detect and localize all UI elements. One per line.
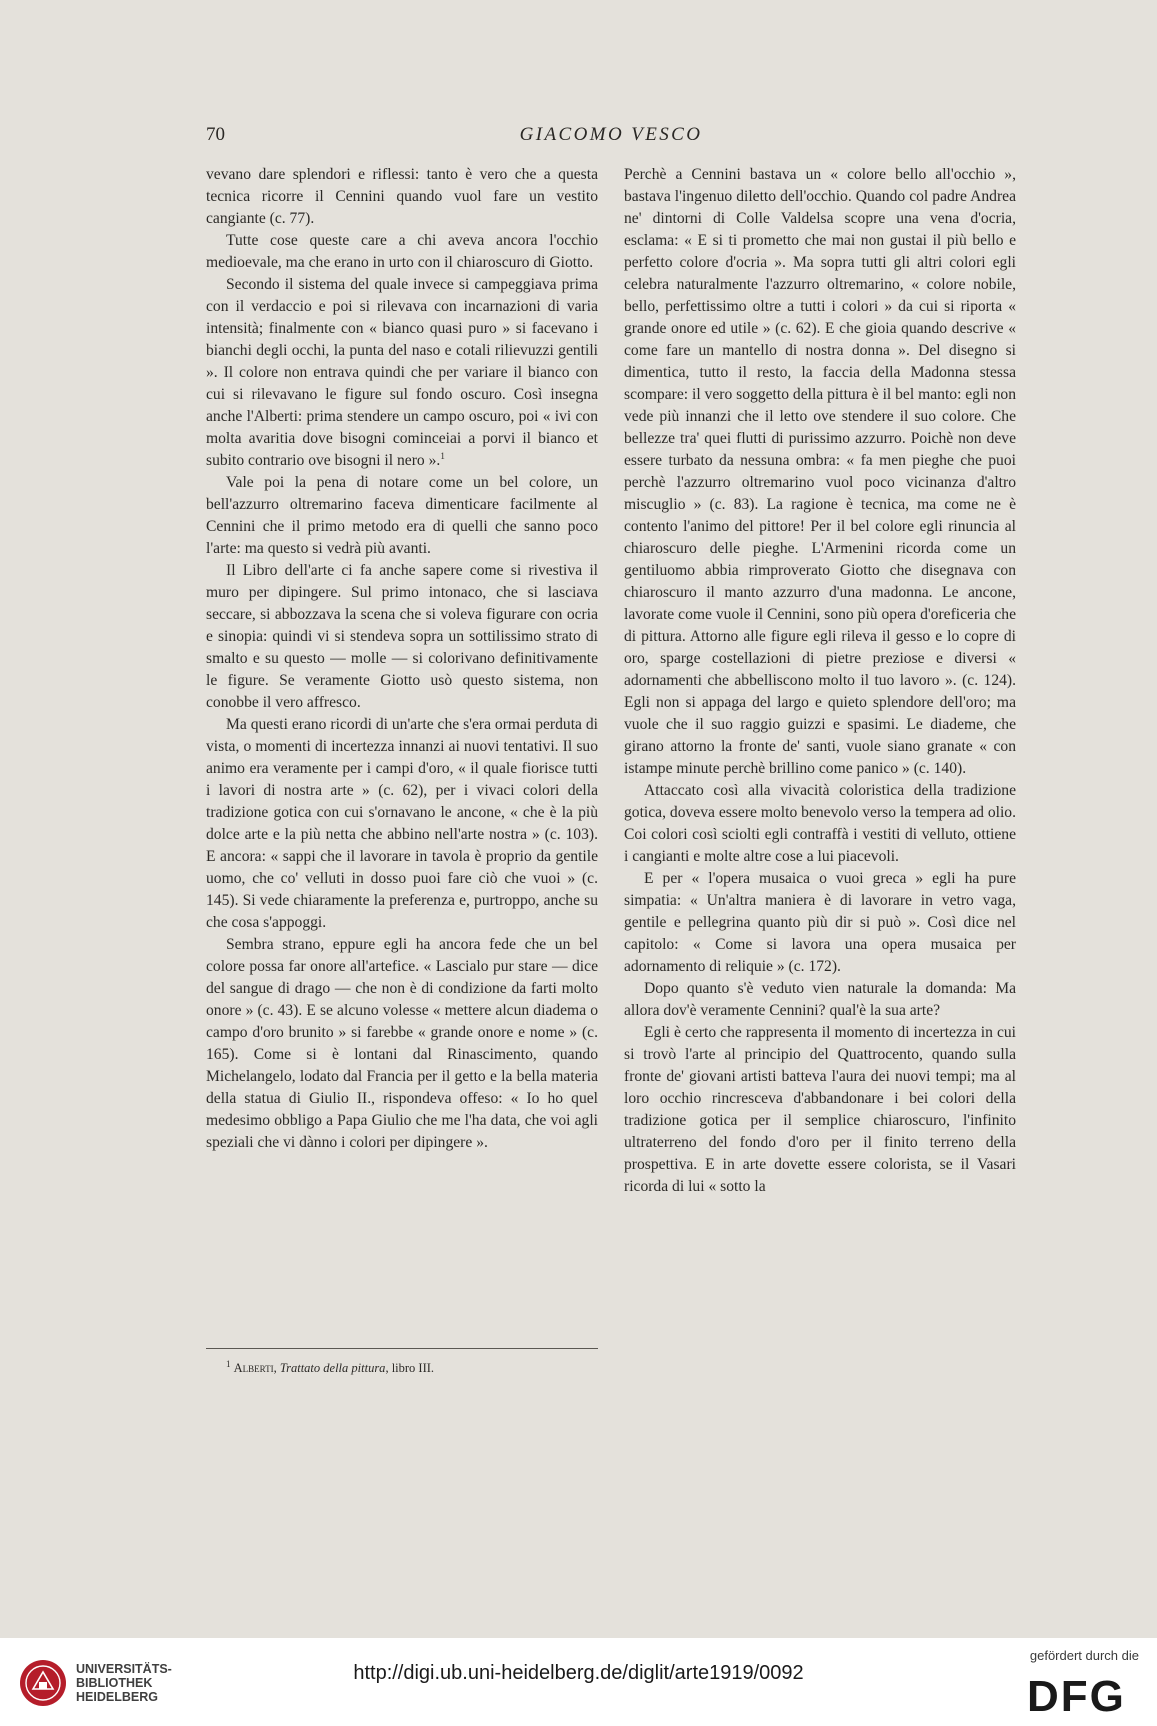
footer-bar [0,1638,1157,1726]
page-number: 70 [206,124,225,145]
footnote-ref: libro III. [391,1361,435,1375]
footnote-title: Trattato della pittura [279,1361,386,1375]
dfg-logo-text: DFG [1027,1672,1126,1715]
paragraph: vevano dare splendori e riflessi: tanto è vero che a questa tecnica ricorre il Cennini quando vuol fare un vestito cangiante (c. 77). [206,166,598,227]
paragraph: E per « l'opera musaica o vuoi greca » egli ha pure simpatia: « Un'altra maniera è di lavorare in vetro vaga, gentile e pellegrina quanto più dir si può ». Così dice nel capitolo: « Come si lavora una opera musaica per adornamento di reliquie » (c. 172). [624,870,1016,975]
footnote-reference[interactable]: 1 [440,450,445,461]
paragraph-text: Secondo il sistema del quale invece si campeggiava prima con il verdaccio e poi si rilevava con incarnazioni di varia intensità; finalmente con « bianco quasi puro » si facevano i bianchi degli occhi, la punta del naso e cotali rilievuzzi gentili ». Il colore non entrava quindi che per variare il bianco con cui si rilevavano le figure sul fondo oscuro. Così insegna anche l'Alberti: prima stendere un campo oscuro, poi « ivi con molta avaritia dove bisogni cominceiai a porvi il bianco et subito contrario ove bisogni il nero ». [206,276,598,469]
page-header [204,124,1018,150]
running-head: GIACOMO VESCO [519,124,703,145]
paragraph: Tutte cose queste care a chi aveva ancora l'occhio medioevale, ma che erano in urto con il chiaroscuro di Giotto. [206,232,598,271]
left-column [206,164,598,1154]
footnote-author: Alberti [233,1361,274,1375]
paragraph: Egli è certo che rappresenta il momento di incertezza in cui si trovò l'arte al principio del Quattrocento, quando sulla fronte de' giovani artisti batteva l'aura dei nuovi tempi; ma al loro occhio rincresceva d'abbandonare i bei colori della tradizione gotica per il semplice chiaroscuro, l'infinito ultraterreno del fondo d'oro per il finito terreno della prospettiva. E in arte dovette essere colorista, se il Vasari ricorda di lui « sotto la [624,1024,1016,1195]
library-line: UNIVERSITÄTS- [76,1662,172,1676]
dfg-logo [1027,1671,1139,1715]
library-line: BIBLIOTHEK [76,1676,153,1690]
footnote-mark: 1 [226,1358,231,1369]
paragraph [206,274,598,472]
dfg-caption: gefördert durch die [1029,1648,1139,1663]
library-line: HEIDELBERG [76,1690,158,1704]
paragraph: Sembra strano, eppure egli ha ancora fede che un bel colore possa far onore all'artefice. « Lascialo pur stare — dice del sangue di drago — che non è di condizione da farti molto onore » (c. 43). E se alcuno volesse « mettere alcun diadema o campo d'oro brunito » si farebbe « grande onore e nome » (c. 165). Come si è lontani dal Rinascimento, quando Michelangelo, lodato dal Francia per il getto e la bella materia della statua di Giulio II., rispondeva offeso: « Io ho quel medesimo obbligo a Papa Giulio che me l'ha data, che voi agli speziali che vi dànno i colori per dipingere ». [206,936,598,1151]
paragraph: Vale poi la pena di notare come un bel colore, un bell'azzurro oltremarino faceva dimenticare facilmente al Cennini che il primo metodo era di quelli che sanno poco l'arte: ma questo si vedrà più avanti. [206,474,598,557]
paragraph: Il Libro dell'arte ci fa anche sapere come si rivestiva il muro per dipingere. Sul primo intonaco, che si lasciava seccare, si abbozzava la scena che si voleva figurare con ocria e sinopia: quindi vi si stendeva sopra un sottilissimo strato di smalto e su questo — molle — si colorivano definitivamente le figure. Se veramente Giotto usò questo sistema, non conobbe il vero affresco. [206,562,598,711]
permalink-url[interactable]: http://digi.ub.uni-heidelberg.de/diglit/arte1919/0092 [353,1662,804,1684]
right-column [624,164,1016,1198]
paragraph: Ma questi erano ricordi di un'arte che s'era ormai perduta di vista, o momenti di incertezza innanzi ai nuovi tentativi. Il suo animo era veramente per i campi d'oro, « il quale fiorisce tutti i lavori di nostra arte » (c. 62), per i vivaci colori della tradizione gotica con cui s'ornavano le ancone, « che è la più dolce arte e la più netta che abbino nell'arte nostra » (c. 103). E ancora: « sappi che il lavorare in tavola è proprio da gentile uomo, che co' velluti in dosso puoi fare ciò che vuoi » (c. 145). Si vede chiaramente la preferenza e, purtroppo, anche su che cosa s'appoggi. [206,716,598,931]
paragraph: Attaccato così alla vivacità coloristica della tradizione gotica, doveva essere molto benevolo verso la tempera ad olio. Coi colori così sciolti egli contraffà i vestiti di velluto, ottiene i cangianti e molte altre cose a lui piacevoli. [624,782,1016,865]
footnote: $^1$ Alberti, Trattato della pittura, libro III. [226,1358,435,1375]
footnote-rule [206,1348,598,1349]
paragraph: Dopo quanto s'è veduto vien naturale la domanda: Ma allora dov'è veramente Cennini? qual'è la sua arte? [624,980,1016,1019]
paragraph: Perchè a Cennini bastava un « colore bello all'occhio », bastava l'ingenuo diletto dell'occhio. Quando col padre Andrea ne' dintorni di Colle Valdelsa scopre una vena d'ocria, esclama: « E si ti prometto che mai non gustai il più bello e perfetto colore d'ocria ». Ma sopra tutti gli altri colori egli celebra naturalmente l'azzurro oltremarino, « colore nobile, bello, perfettissimo oltre a tutti i colori » da cui si riporta « grande onore ed utile » (c. 62). E che gioia quando descrive « come fare un mantello di nostra donna ». Del disegno si dimentica, tutto il resto, la faccia della Madonna stessa scompare: il vero soggetto della pittura è il bel manto: egli non vede più innanzi che il letto ove stendere il suo colore. Che bellezze tra' quei flutti di purissimo azzurro. Poichè non deve essere turbato da nessuna ombra: « fa men pieghe che puoi perchè l'azzurro oltremarino vuol poco vicinanza d'altro miscuglio » (c. 83). La ragione è tecnica, ma come ne è contento l'animo del pittore! Per il bel colore egli rinuncia al chiaroscuro delle pieghe. L'Armenini ricorda come un gentiluomo abbia rimproverato Giotto che disegnava con chiaroscuro il manto azzurro d'una madonna. Le ancone, lavorate come vuole il Cennini, sono più opera d'oreficeria che di pittura. Attorno alle figure egli rileva il gesso e lo copre di oro, sparge costellazioni di pietre preziose e diversi « adornamenti che abbelliscono molto il tuo lavoro ». (c. 124). Egli non si appaga del largo e quieto splendore dell'oro; ma vuole che il suo raggio guizzi e spasimi. Le diademe, che girano attorno la fronte de' santi, vuole siano granate « con istampe minute perchè brillino come panico » (c. 140). [624,166,1016,777]
